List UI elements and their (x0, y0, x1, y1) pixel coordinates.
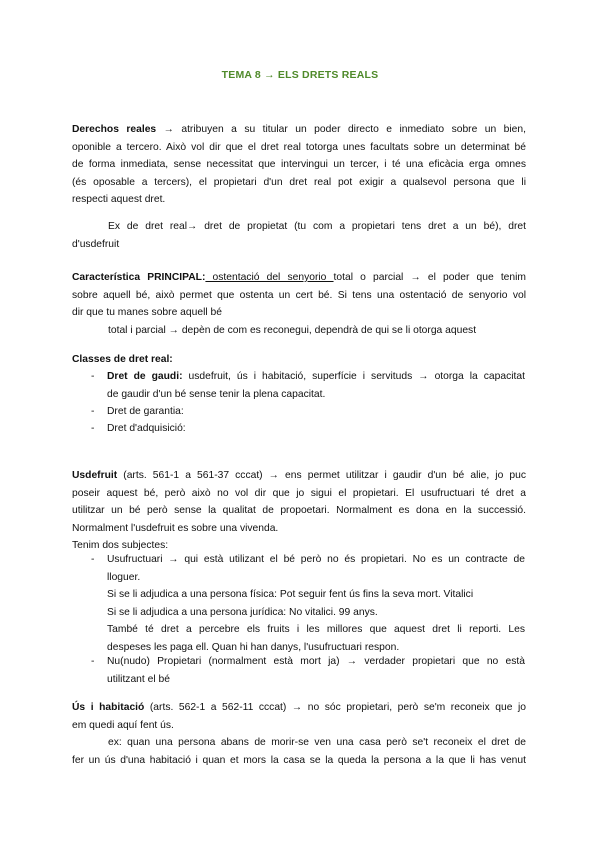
text-line: Derechos reales → atribuyen a su titular un poder directo e inmediato sobre un bien, (72, 124, 526, 135)
list-item: Dret d'adquisició: (107, 423, 186, 434)
example-paragraph (72, 218, 526, 253)
text-line: Ús i habitació (arts. 562-1 a 562-11 cccat) → no sóc propietari, però se'm reconeix que jo (72, 702, 526, 713)
text-line: (és oposable a tercers), el propietari d'un dret real pot exigir a qualsevol persona que li (72, 176, 526, 188)
text-line: de forma inmediata, sense necessitat que intervingui un tercer, i té una eficàcia erga omnes (72, 159, 526, 171)
text-line: Tenim dos subjectes: (72, 540, 169, 552)
text-line: Característica PRINCIPAL: ostentació del senyorio total o parcial → el poder que tenim (72, 272, 526, 283)
bullet-dash: - (91, 371, 95, 382)
text-line: Si se li adjudica a una persona jurídica: No vitalici. 99 anys. (107, 606, 378, 618)
text-line: dir que tu manes sobre aquell bé (72, 307, 222, 319)
senyorio-underlined: ostentació del senyorio (205, 272, 334, 283)
list-item: Dret de garantia: (107, 406, 184, 417)
text-line: Normalment l'usdefruit es sobre una vivenda. (72, 522, 279, 534)
text-line: ex: quan una persona abans de morir-se ven una casa però se't reconeix el dret de (108, 737, 526, 749)
text-line: Si se li adjudica a una persona física: Pot seguir fent ús fins la seva mort. Vitalici (107, 589, 474, 601)
text-line: Ex de dret real→ dret de propietat (tu com a propietari tens dret a un bé), dret (108, 221, 526, 232)
classes-heading: Classes de dret real: (72, 354, 173, 365)
text-line: respecti aquest dret. (72, 194, 166, 206)
text-line: També té dret a percebre els fruits i les millores que aquest dret li reporti. Les (107, 624, 525, 636)
page-title: TEMA 8 → ELS DRETS REALS (221, 69, 379, 81)
text-line: poseir aquest bé, però això no vol dir que jo sigui el propietari. El usufructuari té dret a (72, 487, 526, 499)
text-line: Nu(nudo) Propietari (normalment està mort ja) → verdader propietari que no està (107, 656, 525, 667)
term-derechos-reales: Derechos reales (72, 124, 157, 135)
text-line: sobre aquell bé, això permet que ostenta un cert bé. Si tens una ostentació de senyorio vol (72, 289, 526, 301)
text-line: Usdefruit (arts. 561-1 a 561-37 cccat) → ens permet utilitzar i gaudir d'un bé alie, jo puc (72, 470, 526, 481)
us-habitacio-paragraph (72, 699, 526, 769)
derechos-reales-paragraph (72, 121, 526, 209)
text-line: utilitzar un bé però sense la qualitat de propoetari. Normalment es dona en la successió. (72, 505, 526, 517)
term-usdefruit: Usdefruit (72, 470, 118, 481)
term-us-habitacio: Ús i habitació (72, 702, 145, 713)
list-item (107, 551, 525, 657)
text-line: Usufructuari → qui està utilizant el bé però no és propietari. No es un contracte de (107, 554, 525, 565)
text-line: em quedi aquí fent ús. (72, 719, 174, 731)
bullet-dash: - (91, 554, 95, 565)
caracteristica-paragraph (72, 269, 526, 339)
list-item (107, 653, 525, 688)
text-line: fer un ús d'una habitació i quan et mors la casa se la queda la persona a la que li has venut (72, 754, 526, 766)
text-line: d'usdefruit (72, 238, 120, 250)
caracteristica-label: Característica PRINCIPAL: (72, 272, 206, 283)
text-line: total i parcial → depèn de com es reconegui, dependrà de qui se li otorga aquest (108, 324, 477, 336)
bullet-dash: - (91, 656, 95, 667)
text-line: utilitzant el bé (107, 673, 170, 685)
text-line: despeses les paga ell. Quan hi han danys, l'usufructuari respon. (107, 641, 400, 653)
text-line: Dret de gaudi: usdefruit, ús i habitació, superfície i servituds → otorga la capacitat (107, 371, 525, 382)
list-item (107, 368, 525, 403)
text-line: oponible a tercero. Això vol dir que el dret real totorga unes facultats sobre un determinat bé (72, 141, 526, 153)
bullet-dash: - (91, 406, 95, 417)
text-line: lloguer. (107, 571, 141, 583)
usdefruit-paragraph (72, 467, 526, 555)
bullet-dash: - (91, 423, 95, 434)
text-line: de gaudir d'un bé sense tenir la plena capacitat. (107, 388, 326, 400)
